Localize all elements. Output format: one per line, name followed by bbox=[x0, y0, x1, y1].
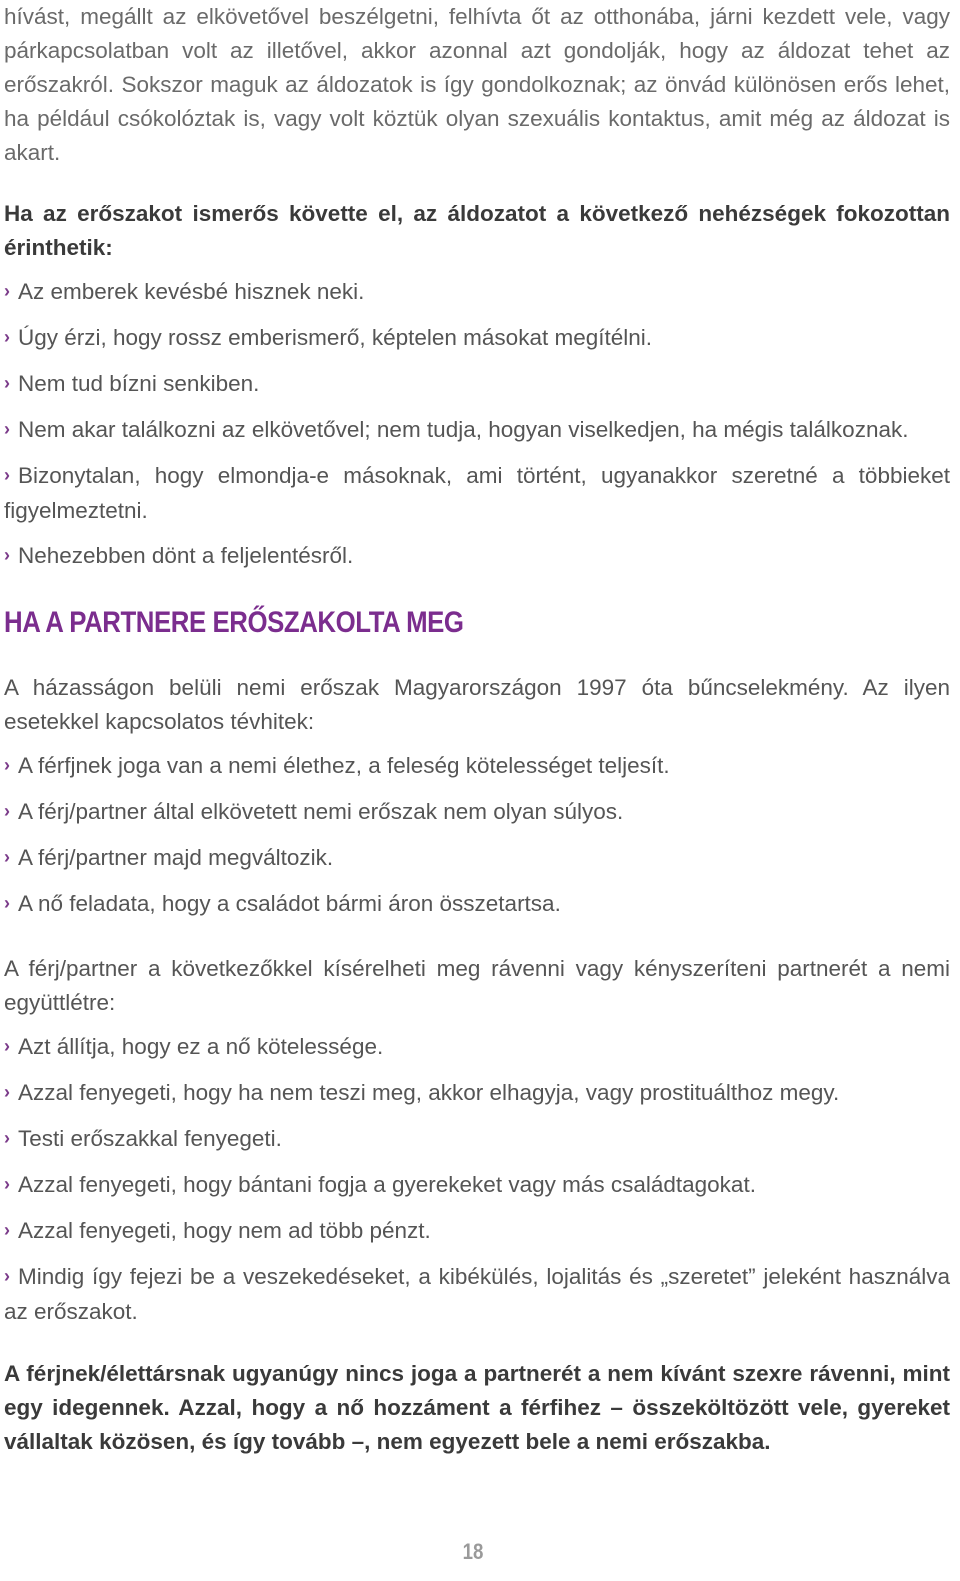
intro-paragraph: hívást, megállt az elkövetővel beszélgetni, felhívta őt az otthonába, járni kezdett vele, vagy párkapcsolatban volt az illetővel, akkor azonnal azt gondolják, hogy az áldozat tehet az erőszakról. Sokszor maguk az áldozatok is így gondolkoznak; az önvád különösen erős lehet, ha például csókolóztak is, vagy volt köztük olyan szexuális kontaktus, amit még az áldozat is akart. bbox=[4, 4, 950, 165]
list-item: › Azzal fenyegeti, hogy ha nem teszi meg, akkor elhagyja, vagy prostituálthoz megy. bbox=[4, 1076, 950, 1111]
list-item: › A férj/partner által elkövetett nemi erőszak nem olyan súlyos. bbox=[4, 795, 950, 830]
list-item: › Nehezebben dönt a feljelentésről. bbox=[4, 539, 950, 574]
chevron-right-icon: › bbox=[4, 847, 10, 867]
list-item: › Azzal fenyegeti, hogy bántani fogja a gyerekeket vagy más családtagokat. bbox=[4, 1168, 950, 1203]
list-item: › Nem akar találkozni az elkövetővel; nem tudja, hogyan viselkedjen, ha mégis találkoznak. bbox=[4, 413, 950, 448]
chevron-right-icon: › bbox=[4, 545, 10, 565]
acquaintance-heading: Ha az erőszakot ismerős követte el, az áldozatot a következő nehézségek fokozottan érinthetik: bbox=[4, 201, 950, 260]
chevron-right-icon: › bbox=[4, 419, 10, 439]
chevron-right-icon: › bbox=[4, 281, 10, 301]
closing-paragraph: A férjnek/élettársnak ugyanúgy nincs joga a partnerét a nem kívánt szexre rávenni, mint egy idegennek. Azzal, hogy a nő hozzáment a férfihez – összeköltözött vele, gyereket vállaltak közösen, és így tovább –, nem egyezett bele a nemi erőszakba. bbox=[4, 1361, 950, 1454]
list-item: › Mindig így fejezi be a veszekedéseket, a kibékülés, lojalitás és „szeretet” jeleként használva az erőszakot. bbox=[4, 1260, 950, 1329]
list-item: › Azt állítja, hogy ez a nő kötelessége. bbox=[4, 1030, 950, 1065]
list-item: › Azzal fenyegeti, hogy nem ad több pénzt. bbox=[4, 1214, 950, 1249]
coercion-intro: A férj/partner a következőkkel kísérelheti meg rávenni vagy kényszeríteni partnerét a nemi együttlétre: bbox=[4, 956, 950, 1015]
page-number: 18 bbox=[462, 1539, 484, 1564]
chevron-right-icon: › bbox=[4, 893, 10, 913]
chevron-right-icon: › bbox=[4, 1036, 10, 1056]
list-item: › Úgy érzi, hogy rossz emberismerő, képtelen másokat megítélni. bbox=[4, 321, 950, 356]
list-item: › A nő feladata, hogy a családot bármi áron összetartsa. bbox=[4, 887, 950, 922]
chevron-right-icon: › bbox=[4, 1082, 10, 1102]
chevron-right-icon: › bbox=[4, 1174, 10, 1194]
acquaintance-list bbox=[4, 275, 950, 574]
chevron-right-icon: › bbox=[4, 801, 10, 821]
page bbox=[4, 0, 950, 1459]
list-item: › Bizonytalan, hogy elmondja-e másoknak, ami történt, ugyanakkor szeretné a többieket figyelmeztetni. bbox=[4, 459, 950, 528]
list-item: › A férj/partner majd megváltozik. bbox=[4, 841, 950, 876]
chevron-right-icon: › bbox=[4, 1220, 10, 1240]
myths-list bbox=[4, 749, 950, 922]
chevron-right-icon: › bbox=[4, 373, 10, 393]
partner-intro: A házasságon belüli nemi erőszak Magyarországon 1997 óta bűncselekmény. Az ilyen esetekkel kapcsolatos tévhitek: bbox=[4, 675, 950, 734]
chevron-right-icon: › bbox=[4, 1266, 10, 1286]
chevron-right-icon: › bbox=[4, 755, 10, 775]
chevron-right-icon: › bbox=[4, 465, 10, 485]
chevron-right-icon: › bbox=[4, 1128, 10, 1148]
section-title: HA A PARTNERE ERŐSZAKOLTA MEG bbox=[4, 606, 464, 639]
list-item: › A férfjnek joga van a nemi élethez, a feleség kötelességet teljesít. bbox=[4, 749, 950, 784]
coercion-list bbox=[4, 1030, 950, 1329]
list-item: › Nem tud bízni senkiben. bbox=[4, 367, 950, 402]
list-item: › Az emberek kevésbé hisznek neki. bbox=[4, 275, 950, 310]
chevron-right-icon: › bbox=[4, 327, 10, 347]
list-item: › Testi erőszakkal fenyegeti. bbox=[4, 1122, 950, 1157]
